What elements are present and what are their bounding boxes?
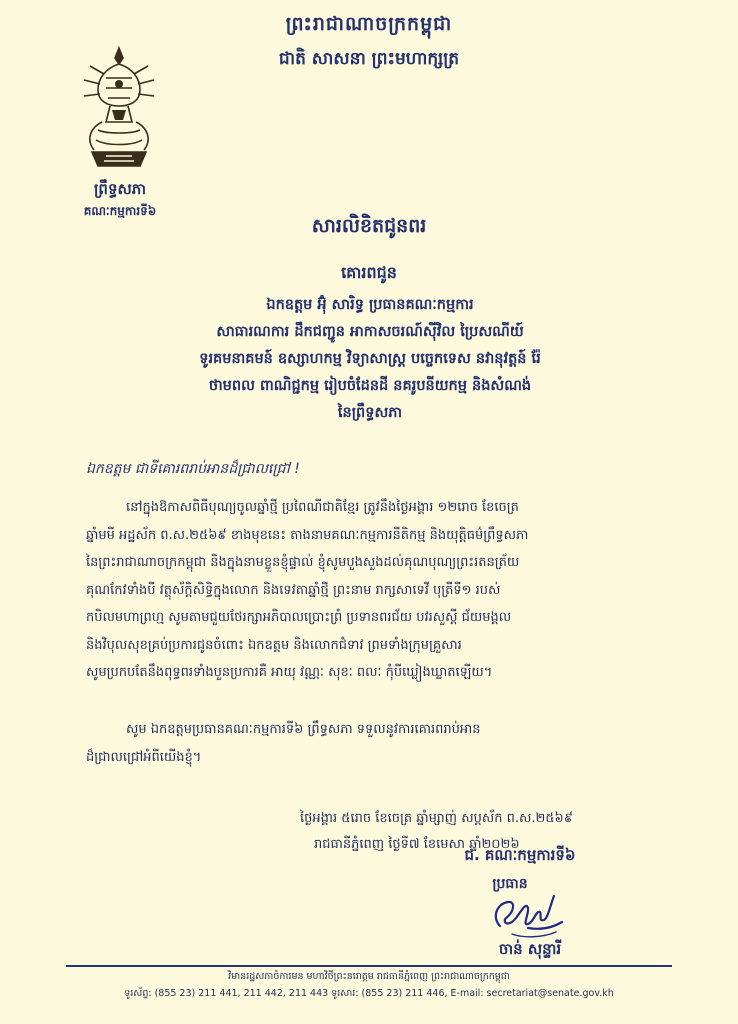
- closing-line: សូម ឯកឧត្តមប្រធានគណៈកម្មការទី៦ ព្រឹទ្ធសភា ទទួលនូវការគោរពរាប់អាន: [126, 722, 481, 737]
- sender-senate: ព្រឹទ្ធសភា: [93, 180, 147, 198]
- closing-line: ដ៏ជ្រាលជ្រៅអំពីយើងខ្ញុំ។: [86, 749, 202, 765]
- body-line: សូមប្រកបតែនឹងពុទ្ធពរទាំងបួនប្រការគឺ អាយុ វណ្ណៈ សុខៈ ពលៈ កុំបីឃ្លៀងឃ្លាតឡើយ។: [86, 665, 493, 680]
- signature-role: ប្រធាន: [492, 876, 528, 892]
- place-date: រាជធានីភ្នំពេញ ថ្ងៃទី៧ ខែមេសា ឆ្នាំ២០២៦: [314, 837, 520, 852]
- footer-contact: ទូរស័ព្ទ: (855 23) 211 441, 211 442, 211 443 ទូរសារ: (855 23) 211 446, E-mail: secretariat@senate.gov.kh: [124, 988, 614, 999]
- recipient-line: សាធារណការ ដឹកជញ្ជូន អាកាសចរណ៍ស៊ីវិល ប្រៃសណីយ៍: [216, 324, 524, 340]
- letter-title: សារលិខិតជូនពរ: [311, 215, 427, 237]
- national-motto: ជាតិ សាសនា ព្រះមហាក្សត្រ: [278, 49, 460, 69]
- body-line: កបិលមហាព្រហ្ម សូមតាមជួយថែរក្សាអភិបាលប្រោះព្រំ ប្រទានពរជ័យ បវរសួស្តី ជ័យមង្គល: [86, 610, 512, 625]
- senate-emblem-icon: [76, 44, 162, 174]
- respect-line: គោរពជូន: [341, 263, 397, 282]
- kingdom-title: ព្រះរាជាណាចក្រកម្ពុជា: [285, 13, 453, 35]
- salutation: ឯកឧត្តម ជាទីគោរពរាប់អានដ៏ជ្រាលជ្រៅ !: [86, 461, 300, 477]
- body-line: នៃព្រះរាជាណាចក្រកម្ពុជា និងក្នុងនាមខ្លួនខ្ញុំផ្ទាល់ ខ្ញុំសូមបួងសួងដល់គុណបុណ្យព្រះរតនត្រ័យ: [86, 555, 520, 570]
- signature-organization: ជ. គណៈកម្មការទី៦: [464, 846, 576, 864]
- recipient-block: [100, 292, 640, 427]
- body-line: គុណកែវទាំងបី វត្ថុស័ក្តិសិទ្ធិក្នុងលោក និងទេវតាឆ្នាំថ្មី ព្រះនាម រាក្សសាទេវី បុត្រីទី១ របស់: [86, 582, 501, 598]
- recipient-line: ទូរគមនាគមន៍ ឧស្សាហកម្ម វិទ្យាសាស្ត្រ បច្ចេកទេស នវានុវត្តន៍ រ៉ែ: [199, 351, 541, 367]
- footer-address: វិមានរដ្ឋសភាចំការមន មហាវិថីព្រះនរោត្តម រាជធានីភ្នំពេញ ព្រះរាជាណាចក្រកម្ពុជា: [228, 971, 510, 982]
- recipient-line: ឯកឧត្តម អ៊ុំ សារិទ្ធ ប្រធានគណៈកម្មការ: [266, 297, 474, 313]
- body-line: ឆ្នាំមមី អដ្ឋស័ក ព.ស.២៥៦៩ ខាងមុខនេះ តាងនាមគណៈកម្មការនីតិកម្ម និងយុត្តិធម៌ព្រឹទ្ធសភា: [86, 527, 529, 543]
- letter-body: [86, 494, 676, 687]
- body-line: នៅក្នុងឱកាសពិធីបុណ្យចូលឆ្នាំថ្មី ប្រពៃណីជាតិខ្មែរ ត្រូវនឹងថ្ងៃអង្គារ ១២រោច ខែចេត្រ: [126, 500, 519, 515]
- signatory-name: ចាន់ សុន្ទារី: [498, 940, 562, 958]
- body-line: និងវិបុលសុខគ្រប់ប្រការជូនចំពោះ ឯកឧត្តម និងលោកជំទាវ ព្រមទាំងក្រុមគ្រួសារ: [86, 637, 462, 653]
- recipient-line: ថាមពល ពាណិជ្ជកម្ម រៀបចំដែនដី នគរូបនីយកម្ម និងសំណង់: [208, 378, 532, 394]
- recipient-line: នៃព្រឹទ្ធសភា: [337, 405, 403, 421]
- handwritten-signature-icon: [482, 888, 572, 944]
- footer-divider: [66, 965, 672, 967]
- lunar-date: ថ្ងៃអង្គារ ៥រោច ខែចេត្រ ឆ្នាំម្សាញ់ សប្តស័ក ព.ស.២៥៦៩: [300, 811, 573, 826]
- sender-commission: គណៈកម្មការទី៦: [83, 204, 157, 218]
- closing-paragraph: [86, 716, 676, 771]
